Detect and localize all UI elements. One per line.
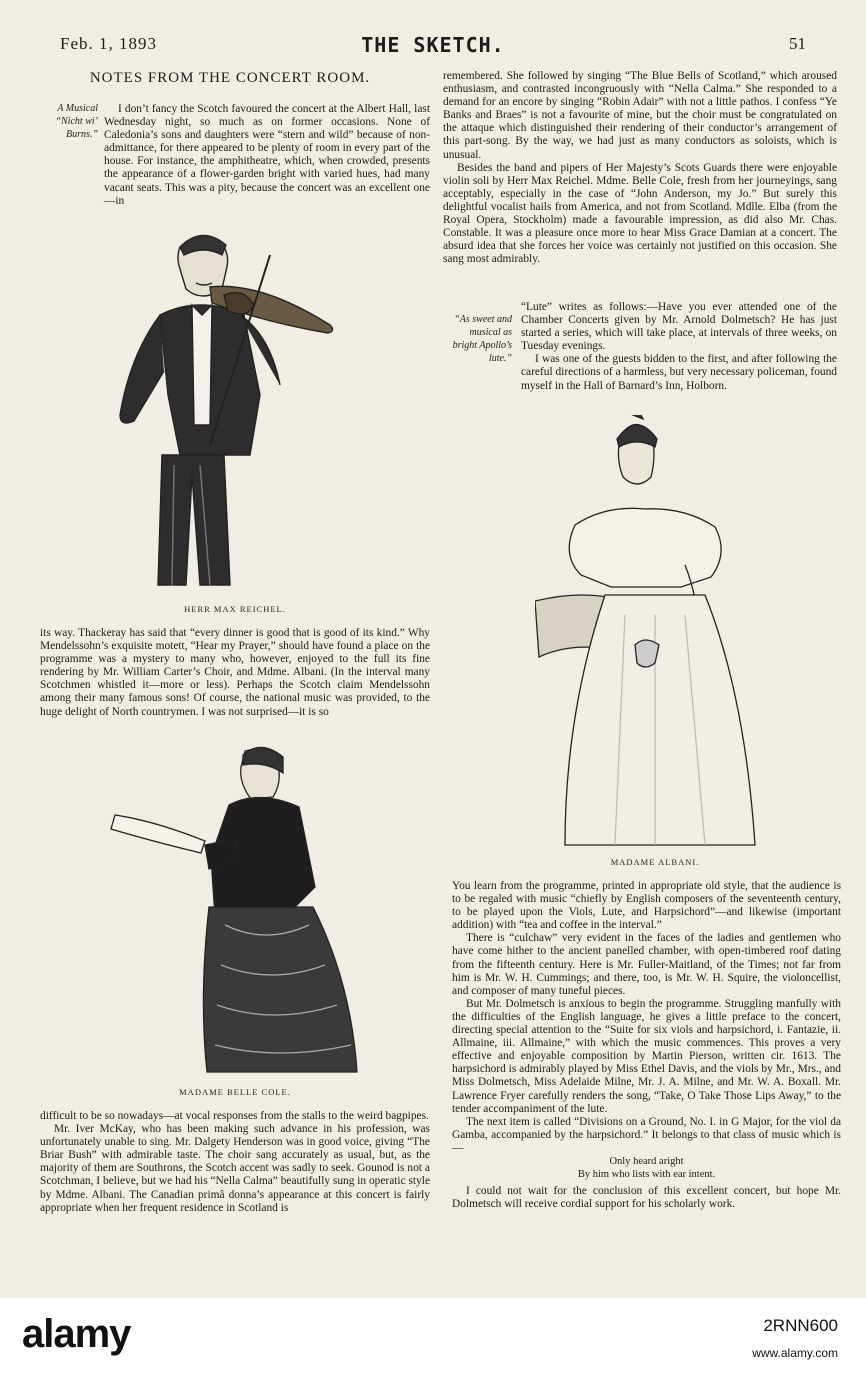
paragraph: But Mr. Dolmetsch is anxious to begin the programme. Struggling manfully with the difficulties of the English language, he gives a little preface to the concert, directing special attention to the “Suite for six viols and harpsichord, i. Fantazie, ii. Allmaine, iii. Allmaine,” with which the music commences. This proves a very effective and enjoyable composition by Martin Pierson, written cir. 1613. The harpsichord is admirably played by Miss Ethel Davis, and the viols by Mr., Mrs., and Miss Dolmetsch, Miss Adelaide Milne, Mr. J. A. Milne, and Mr. W. A. Boxall. Mr. Lawrence Fryer carefully renders the song, “Take, O Take Those Lips Away,” to the tender accompaniment of the lute. [452, 997, 841, 1115]
right-column-top [443, 70, 837, 266]
image-id: 2RNN600 [763, 1316, 838, 1335]
left-column-top [32, 103, 430, 208]
quote-line: Only heard aright [609, 1155, 684, 1167]
max-reichel-illustration [100, 225, 360, 595]
side-note-line: lute.” [488, 353, 512, 364]
side-note-line: “Nicht wi’ [55, 116, 98, 127]
side-note-line: A Musical [57, 103, 98, 114]
left-column-bottom [40, 1110, 430, 1215]
side-note-line: musical as [469, 327, 512, 338]
quote-line: By him who lists with ear intent. [577, 1169, 716, 1181]
paragraph: I was one of the guests bidden to the first, and after following the careful directions of a harmless, but very necessary policeman, found myself in the Hall of Barnard’s Inn, Holborn. [521, 353, 837, 392]
side-note-line: Burns.” [66, 129, 98, 140]
side-note-line: bright Apollo’s [452, 340, 512, 351]
belle-cole-illustration [105, 745, 365, 1080]
alamy-logo: alamy [22, 1312, 131, 1356]
side-note-line: “As sweet and [454, 314, 512, 325]
caption-madame-albani: MADAME ALBANI. [610, 857, 700, 867]
stock-footer [0, 1298, 866, 1390]
page-number: 51 [789, 34, 806, 53]
paragraph: Mr. Iver McKay, who has been making such advance in his profession, was unfortunately unable to sing. Mr. Dalgety Henderson was in good voice, giving “The Briar Bush” with admirable taste. The choir sang accurately as usual, but, as the majority of them are Southrons, the Scotch accent was sadly to seek. Gounod is not a Scotchman, I believe, but we had his “Nella Calma” beautifully sung in operatic style by Mdme. Albani. The Canadian primâ donna’s appearance at this concert is fairly appropriate when her frequent residence in Scotland is [40, 1123, 431, 1214]
paragraph: its way. Thackeray has said that “every dinner is good that is good of its kind.” Why Mendelssohn’s exquisite motett, “Hear my Prayer,” should have found a place on the programme was a mystery to many who, however, enjoyed to the full its fine rendering by Mr. William Carter’s Choir, and Mdme. Albani. (In the interval many Scotchmen whistled it—more or less). Perhaps the Scotch claim Mendelssohn among their many famous sons! Of course, the national music was provided, to the huge delight of North countrymen. I was not surprised—it is so [40, 627, 430, 718]
paragraph: “Lute” writes as follows:—Have you ever attended one of the Chamber Concerts given by Mr. Arnold Dolmetsch? He has just started a series, which will take place, at intervals of three weeks, on Tuesday evenings. [521, 301, 837, 353]
masthead: THE SKETCH. [361, 33, 505, 57]
site-url: www.alamy.com [752, 1346, 838, 1360]
caption-belle-cole: MADAME BELLE COLE. [179, 1087, 291, 1097]
left-column-middle [40, 627, 430, 719]
paragraph: difficult to be so nowadays—at vocal responses from the stalls to the weird bagpipes. [40, 1110, 429, 1122]
paragraph: Besides the band and pipers of Her Majesty’s Scots Guards there were enjoyable violin soli by Herr Max Reichel. Mdme. Belle Cole, fresh from her journeyings, sang acceptably, especially in the case of “John Anderson, my Jo.” But surely this delightful vocalist hails from America, and not from Scotland. Mdlle. Elba (from the Royal Opera, Stockholm) made a favourable impression, as did also Mr. Chas. Constable. It was a pleasure once more to hear Miss Grace Damian at a concert. The absurd idea that she forces her voice was certainly not justified on this occasion. She sang most admirably. [443, 161, 837, 266]
paragraph: The next item is called “Divisions on a Ground, No. I. in G Major, for the viol da Gamba, accompanied by the harpsichord.” It belongs to that class of music which is— [452, 1115, 841, 1154]
caption-max-reichel: HERR MAX REICHEL. [184, 604, 286, 614]
paragraph: I could not wait for the conclusion of this excellent concert, but hope Mr. Dolmetsch will receive cordial support for his scholarly work. [452, 1185, 841, 1211]
paragraph: You learn from the programme, printed in appropriate old style, that the audience is to be regaled with music “chiefly by English composers of the seventeenth century, to be played upon the Viols, Lute, and Harpsichord”—and likewise (important addition) with “tea and coffee in the interval.” [452, 880, 841, 932]
issue-date: Feb. 1, 1893 [60, 34, 157, 53]
paragraph: There is “culchaw” very evident in the faces of the ladies and gentlemen who have come hither to the ancient panelled chamber, with open-timbered roof dating from the fifteenth century. Here is Mr. Fuller-Maitland, of the Times; not far from him is Mr. W. H. Cummings; and there, too, is Mr. W. H. Squire, the violoncellist, and composer of many tuneful pieces. [452, 932, 841, 997]
madame-albani-illustration [535, 415, 775, 850]
paragraph: I don’t fancy the Scotch favoured the concert at the Albert Hall, last Wednesday night, so much as on former occasions. None of Caledonia’s sons and daughters were “stern and wild” because of non-admittance, for there appeared to be plenty of room in every part of the house. For instance, the amphitheatre, which, when crowded, presents the appearance of a flower-garden bright with varied hues, had many vacant seats. This was a pity, because the concert was an excellent one—in [104, 103, 430, 207]
paragraph: remembered. She followed by singing “The Blue Bells of Scotland,” which aroused enthusiasm, and contrasted incongruously with “Nella Calma.” She responded to a demand for an encore by singing “Robin Adair” with not a little pathos. I confess “Ye Banks and Braes” is not a favourite of mine, but the choir must be congratulated on the attaque which distinguished their rendering of their conductor’s arrangement of this part-song. By the way, we had just as many conductors as soloists, which is unusual. [443, 70, 837, 161]
right-column-lute [443, 301, 837, 393]
article-title: NOTES FROM THE CONCERT ROOM. [89, 70, 371, 86]
right-column-bottom [452, 880, 841, 1211]
